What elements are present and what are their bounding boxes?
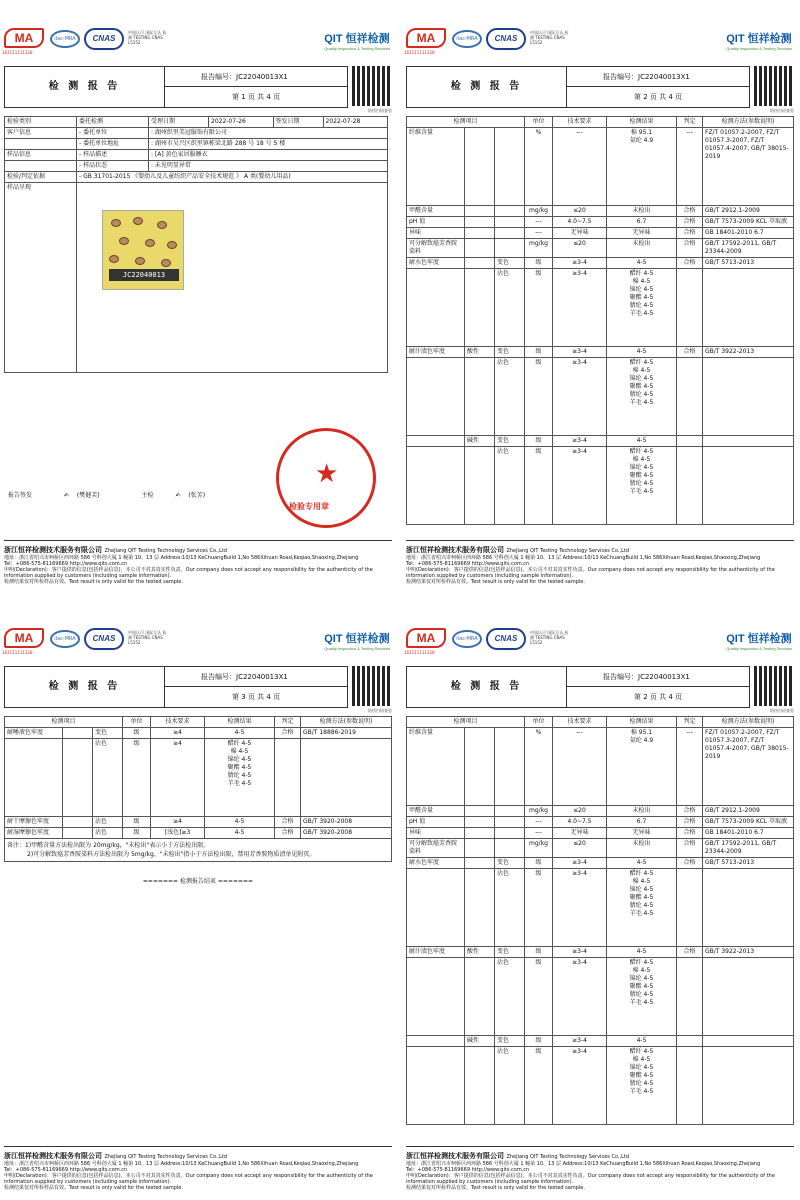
table-row: 纤维含量 % --- 棉 95.1 氨纶 4.9 --- FZ/T 01057.2-2007, FZ/T 01057.3-2007, FZ/T 01057.4-2007, GB/T 38015-2019 — [407, 728, 794, 806]
column-header: 检测结果 — [205, 717, 275, 728]
column-header: 检测项目 — [5, 717, 123, 728]
qr-code-icon[interactable] — [754, 66, 794, 106]
table-row: 客户信息 - 委托单位 : 湖州织里美冠服饰有限公司 — [5, 128, 388, 139]
table-row: 检验/判定依据 - GB 31701-2015 《婴幼儿及儿童纺织产品安全技术规范 》 A 类(婴幼儿用品) — [5, 172, 388, 183]
table-row: 可分解致癌芳香胺染料 mg/kg ≤20 未检出 合格 GB/T 17592-2011, GB/T 23344-2009 — [407, 839, 794, 858]
qr-code-icon[interactable] — [352, 666, 392, 706]
table-row: 沾色 级 ≥3-4 醋纤 4-5 棉 4-5 锦纶 4-5 聚酯 4-5 腈纶 4-5 羊毛 4-5 — [407, 958, 794, 1036]
report-title: 检 测 报 告 — [5, 67, 165, 107]
page-footer: 浙江恒祥检测技术服务有限公司 ZheJiang QIT Testing Technology Services Co.,Ltd 地址：浙江省绍兴市柯桥区西环路 586 号科创大厦 1 幢第 10、13 层 Address:10/13 KeChuangBuild 1,No 586Xihuan Road,Keqiao,Shaoxing,Zhejiang Tel：+086-575-81169669 http://www.qits.com.cn 申明(Declaration)：客户提供的信息(包括样品信息)，本公司不对其真实性负责。Our company does not accept any responsibility for the authenticity of the information supplied by customers (including sample information). 检测结果仅对所检样品有效。Test result is only valid for the tested sample. — [406, 1146, 794, 1192]
table-row: 耐唾液色牢度 变色 级 ≥4 4-5 合格 GB/T 18886-2019 — [5, 728, 392, 739]
column-header: 判定 — [677, 117, 703, 128]
report-title-box — [4, 666, 348, 708]
table-row: 碱性 变色 级 ≥3-4 4-5 — [407, 436, 794, 447]
table-row: 沾色 级 ≥4 醋纤 4-5 棉 4-5 锦纶 4-5 聚酯 4-5 腈纶 4-5 羊毛 4-5 — [5, 739, 392, 817]
report-number: 报告编号：JC22040013X1 — [165, 67, 347, 87]
qit-logo: QIT 恒祥检测 Quality Inspection & Testing Services — [726, 633, 792, 651]
report-number: 报告编号：JC22040013X1 — [165, 667, 347, 687]
test-results-table — [406, 116, 794, 525]
page-footer: 浙江恒祥检测技术服务有限公司 ZheJiang QIT Testing Technology Services Co.,Ltd 地址：浙江省绍兴市柯桥区西环路 586 号科创大厦 1 幢第 10、13 层 Address:10/13 KeChuangBuild 1,No 586Xihuan Road,Keqiao,Shaoxing,Zhejiang Tel：+086-575-81169669 http://www.qits.com.cn 申明(Declaration)：客户提供的信息(包括样品信息)，本公司不对其真实性负责。Our company does not accept any responsibility for the authenticity of the information supplied by customers (including sample information). 检测结果仅对所检样品有效。Test result is only valid for the tested sample. — [406, 540, 794, 586]
cma-number: 161111111328 — [404, 50, 435, 55]
qr-caption: 防伪扫码查验 — [770, 708, 794, 713]
column-header: 单位 — [525, 117, 553, 128]
table-row: 异味 --- 无异味 无异味 合格 GB 18401-2010 6.7 — [407, 228, 794, 239]
table-row: 耐汗渍色牢度 酸性 变色 级 ≥3-4 4-5 合格 GB/T 3922-2013 — [407, 347, 794, 358]
table-row: 耐湿摩擦色牢度 沾色 级 [浅色]≥3 4-5 合格 GB/T 3920-2008 — [5, 828, 392, 839]
table-row: - 样品状态 : 未见明显异常 — [5, 161, 388, 172]
test-results-table — [4, 716, 392, 885]
ilac-logo: ilac-MRA — [50, 30, 80, 48]
report-end-marker: ======= 检测报告结束 ======= — [142, 878, 254, 885]
test-results-table — [406, 716, 794, 1125]
table-row: 纤维含量 % --- 棉 95.1 氨纶 4.9 --- FZ/T 01057.2-2007, FZ/T 01057.3-2007, FZ/T 01057.4-2007, GB/T 38015-2019 — [407, 128, 794, 206]
sample-code-label: JC22040013 — [109, 269, 179, 281]
table-row: 沾色 级 ≥3-4 醋纤 4-5 棉 4-5 锦纶 4-5 聚酯 4-5 腈纶 4-5 羊毛 4-5 — [407, 869, 794, 947]
page-footer: 浙江恒祥检测技术服务有限公司 ZheJiang QIT Testing Technology Services Co.,Ltd 地址：浙江省绍兴市柯桥区西环路 586 号科创大厦 1 幢第 10、13 层 Address:10/13 KeChuangBuild 1,No 586Xihuan Road,Keqiao,Shaoxing,Zhejiang Tel：+086-575-81169669 http://www.qits.com.cn 申明(Declaration)：客户提供的信息(包括样品信息)，本公司不对其真实性负责。Our company does not accept any responsibility for the authenticity of the information supplied by customers (including sample information). 检测结果仅对所检样品有效。Test result is only valid for the tested sample. — [4, 540, 392, 586]
table-row: - 委托单位地址 : 湖州市吴兴区织里镇栋梁北路 288 号 18 号 5 楼 — [5, 139, 388, 150]
cnas-logo: CNAS — [84, 628, 124, 650]
table-row: 可分解致癌芳香胺染料 mg/kg ≤20 未检出 合格 GB/T 17592-2011, GB/T 23344-2009 — [407, 239, 794, 258]
table-row: 甲醛含量 mg/kg ≤20 未检出 合格 GB/T 2912.1-2009 — [407, 806, 794, 817]
qr-caption: 防伪扫码查验 — [368, 708, 392, 713]
qr-caption: 防伪扫码查验 — [770, 108, 794, 113]
page-indicator: 第 1 页 共 4 页 — [231, 93, 281, 101]
cma-logo: MA — [4, 628, 44, 648]
report-title: 检 测 报 告 — [407, 67, 567, 107]
column-header: 检测方法(参数说明) — [703, 117, 794, 128]
cma-logo: MA — [406, 628, 446, 648]
cnas-logo: CNAS — [486, 28, 526, 50]
ilac-logo: ilac-MRA — [50, 630, 80, 648]
notes-section: 备注：1)甲醛含量方法检出限为 20mg/kg，"未检出"表示小于方法检出限。 2)可分解致癌芳香胺染料方法检出限为 5mg/kg，"未检出"指小于方法检出限，禁用芳香胺物质清单见附页。 — [4, 839, 392, 862]
cnas-text: 中国认可 国际互认 检测 TESTING CNAS L5152 — [128, 30, 167, 45]
column-header: 技术要求 — [553, 117, 607, 128]
table-row: pH 值 --- 4.0~7.5 6.7 合格 GB/T 7573-2009 KCL 萃取液 — [407, 817, 794, 828]
page-indicator: 第 2 页 共 4 页 — [633, 93, 683, 101]
report-page-3 — [0, 600, 396, 1196]
page-indicator: 第 2 页 共 4 页 — [633, 693, 683, 701]
sample-photo — [102, 210, 184, 290]
qit-logo: QIT 恒祥检测 Quality Inspection & Testing Services — [324, 633, 390, 651]
table-row: pH 值 --- 4.0~7.5 6.7 合格 GB/T 7573-2009 KCL 萃取液 — [407, 217, 794, 228]
page-header — [0, 600, 396, 660]
official-stamp: ★ 检验专用章 — [276, 428, 376, 528]
ilac-logo: ilac-MRA — [452, 630, 482, 648]
cnas-logo: CNAS — [84, 28, 124, 50]
column-header: 检测项目 — [407, 117, 525, 128]
column-header: 检测项目 — [407, 717, 525, 728]
report-page-2 — [402, 0, 798, 590]
cma-logo: MA — [406, 28, 446, 48]
column-header: 判定 — [275, 717, 301, 728]
report-number: 报告编号：JC22040013X1 — [567, 667, 749, 687]
column-header: 判定 — [677, 717, 703, 728]
cnas-text: 中国认可 国际互认 检测 TESTING CNAS L5152 — [530, 630, 569, 645]
table-row: 样品呈现 — [5, 183, 388, 373]
cnas-text: 中国认可 国际互认 检测 TESTING CNAS L5152 — [128, 630, 167, 645]
table-row: 沾色 级 ≥3-4 醋纤 4-5 棉 4-5 锦纶 4-5 聚酯 4-5 腈纶 4-5 羊毛 4-5 — [407, 358, 794, 436]
report-title-box — [406, 666, 750, 708]
cma-number: 161111111328 — [2, 650, 33, 655]
table-row: 耐干摩擦色牢度 沾色 级 ≥4 4-5 合格 GB/T 3920-2008 — [5, 817, 392, 828]
cnas-logo: CNAS — [486, 628, 526, 650]
report-page-2-copy — [402, 600, 798, 1196]
table-row: 沾色 级 ≥3-4 醋纤 4-5 棉 4-5 锦纶 4-5 聚酯 4-5 腈纶 4-5 羊毛 4-5 — [407, 447, 794, 525]
page-header — [402, 600, 798, 660]
column-header: 检测方法(参数说明) — [703, 717, 794, 728]
column-header: 单位 — [525, 717, 553, 728]
table-header-row — [407, 117, 794, 128]
table-row: 耐水色牢度 变色 级 ≥3-4 4-5 合格 GB/T 5713-2013 — [407, 858, 794, 869]
signature-row: 报告签发 ✍ (樊健芙) 主检 ✍ (张芳) — [8, 492, 206, 499]
report-title-box — [406, 66, 750, 108]
table-row: 检验类别 委托检测 受理日期 2022-07-26 签发日期 2022-07-28 — [5, 117, 388, 128]
table-row: 碱性 变色 级 ≥3-4 4-5 — [407, 1036, 794, 1047]
table-row: 耐汗渍色牢度 酸性 变色 级 ≥3-4 4-5 合格 GB/T 3922-2013 — [407, 947, 794, 958]
table-row: 样品信息 - 样品描述 : [A] 黄色家居服睡衣 — [5, 150, 388, 161]
column-header: 单位 — [123, 717, 151, 728]
cma-logo: MA — [4, 28, 44, 48]
table-row: 耐水色牢度 变色 级 ≥3-4 4-5 合格 GB/T 5713-2013 — [407, 258, 794, 269]
table-row: 甲醛含量 mg/kg ≤20 未检出 合格 GB/T 2912.1-2009 — [407, 206, 794, 217]
table-row: 沾色 级 ≥3-4 醋纤 4-5 棉 4-5 锦纶 4-5 聚酯 4-5 腈纶 4-5 羊毛 4-5 — [407, 269, 794, 347]
cma-number: 161111111328 — [404, 650, 435, 655]
column-header: 技术要求 — [553, 717, 607, 728]
column-header: 检测方法(参数说明) — [301, 717, 392, 728]
column-header: 检测结果 — [607, 717, 677, 728]
column-header: 技术要求 — [151, 717, 205, 728]
page-header — [0, 0, 396, 60]
cnas-text: 中国认可 国际互认 检测 TESTING CNAS L5152 — [530, 30, 569, 45]
column-header: 检测结果 — [607, 117, 677, 128]
qr-code-icon[interactable] — [754, 666, 794, 706]
sample-info-table — [4, 116, 388, 396]
table-row: 沾色 级 ≥3-4 醋纤 4-5 棉 4-5 锦纶 4-5 聚酯 4-5 腈纶 4-5 羊毛 4-5 — [407, 1047, 794, 1125]
page-header — [402, 0, 798, 60]
table-header-row — [407, 717, 794, 728]
qit-logo: QIT 恒祥检测 Quality Inspection & Testing Services — [726, 33, 792, 51]
report-page-1 — [0, 0, 396, 590]
qr-code-icon[interactable] — [352, 66, 392, 106]
report-title: 检 测 报 告 — [407, 667, 567, 707]
table-header-row — [5, 717, 392, 728]
report-title-box — [4, 66, 348, 108]
report-title: 检 测 报 告 — [5, 667, 165, 707]
page-footer: 浙江恒祥检测技术服务有限公司 ZheJiang QIT Testing Technology Services Co.,Ltd 地址：浙江省绍兴市柯桥区西环路 586 号科创大厦 1 幢第 10、13 层 Address:10/13 KeChuangBuild 1,No 586Xihuan Road,Keqiao,Shaoxing,Zhejiang Tel：+086-575-81169669 http://www.qits.com.cn 申明(Declaration)：客户提供的信息(包括样品信息)，本公司不对其真实性负责。Our company does not accept any responsibility for the authenticity of the information supplied by customers (including sample information). 检测结果仅对所检样品有效。Test result is only valid for the tested sample. — [4, 1146, 392, 1192]
qit-logo: QIT 恒祥检测 Quality Inspection & Testing Services — [324, 33, 390, 51]
cma-number: 161111111328 — [2, 50, 33, 55]
table-row: 异味 --- 无异味 无异味 合格 GB 18401-2010 6.7 — [407, 828, 794, 839]
report-number: 报告编号：JC22040013X1 — [567, 67, 749, 87]
page-indicator: 第 3 页 共 4 页 — [231, 693, 281, 701]
qr-caption: 防伪扫码查验 — [368, 108, 392, 113]
ilac-logo: ilac-MRA — [452, 30, 482, 48]
